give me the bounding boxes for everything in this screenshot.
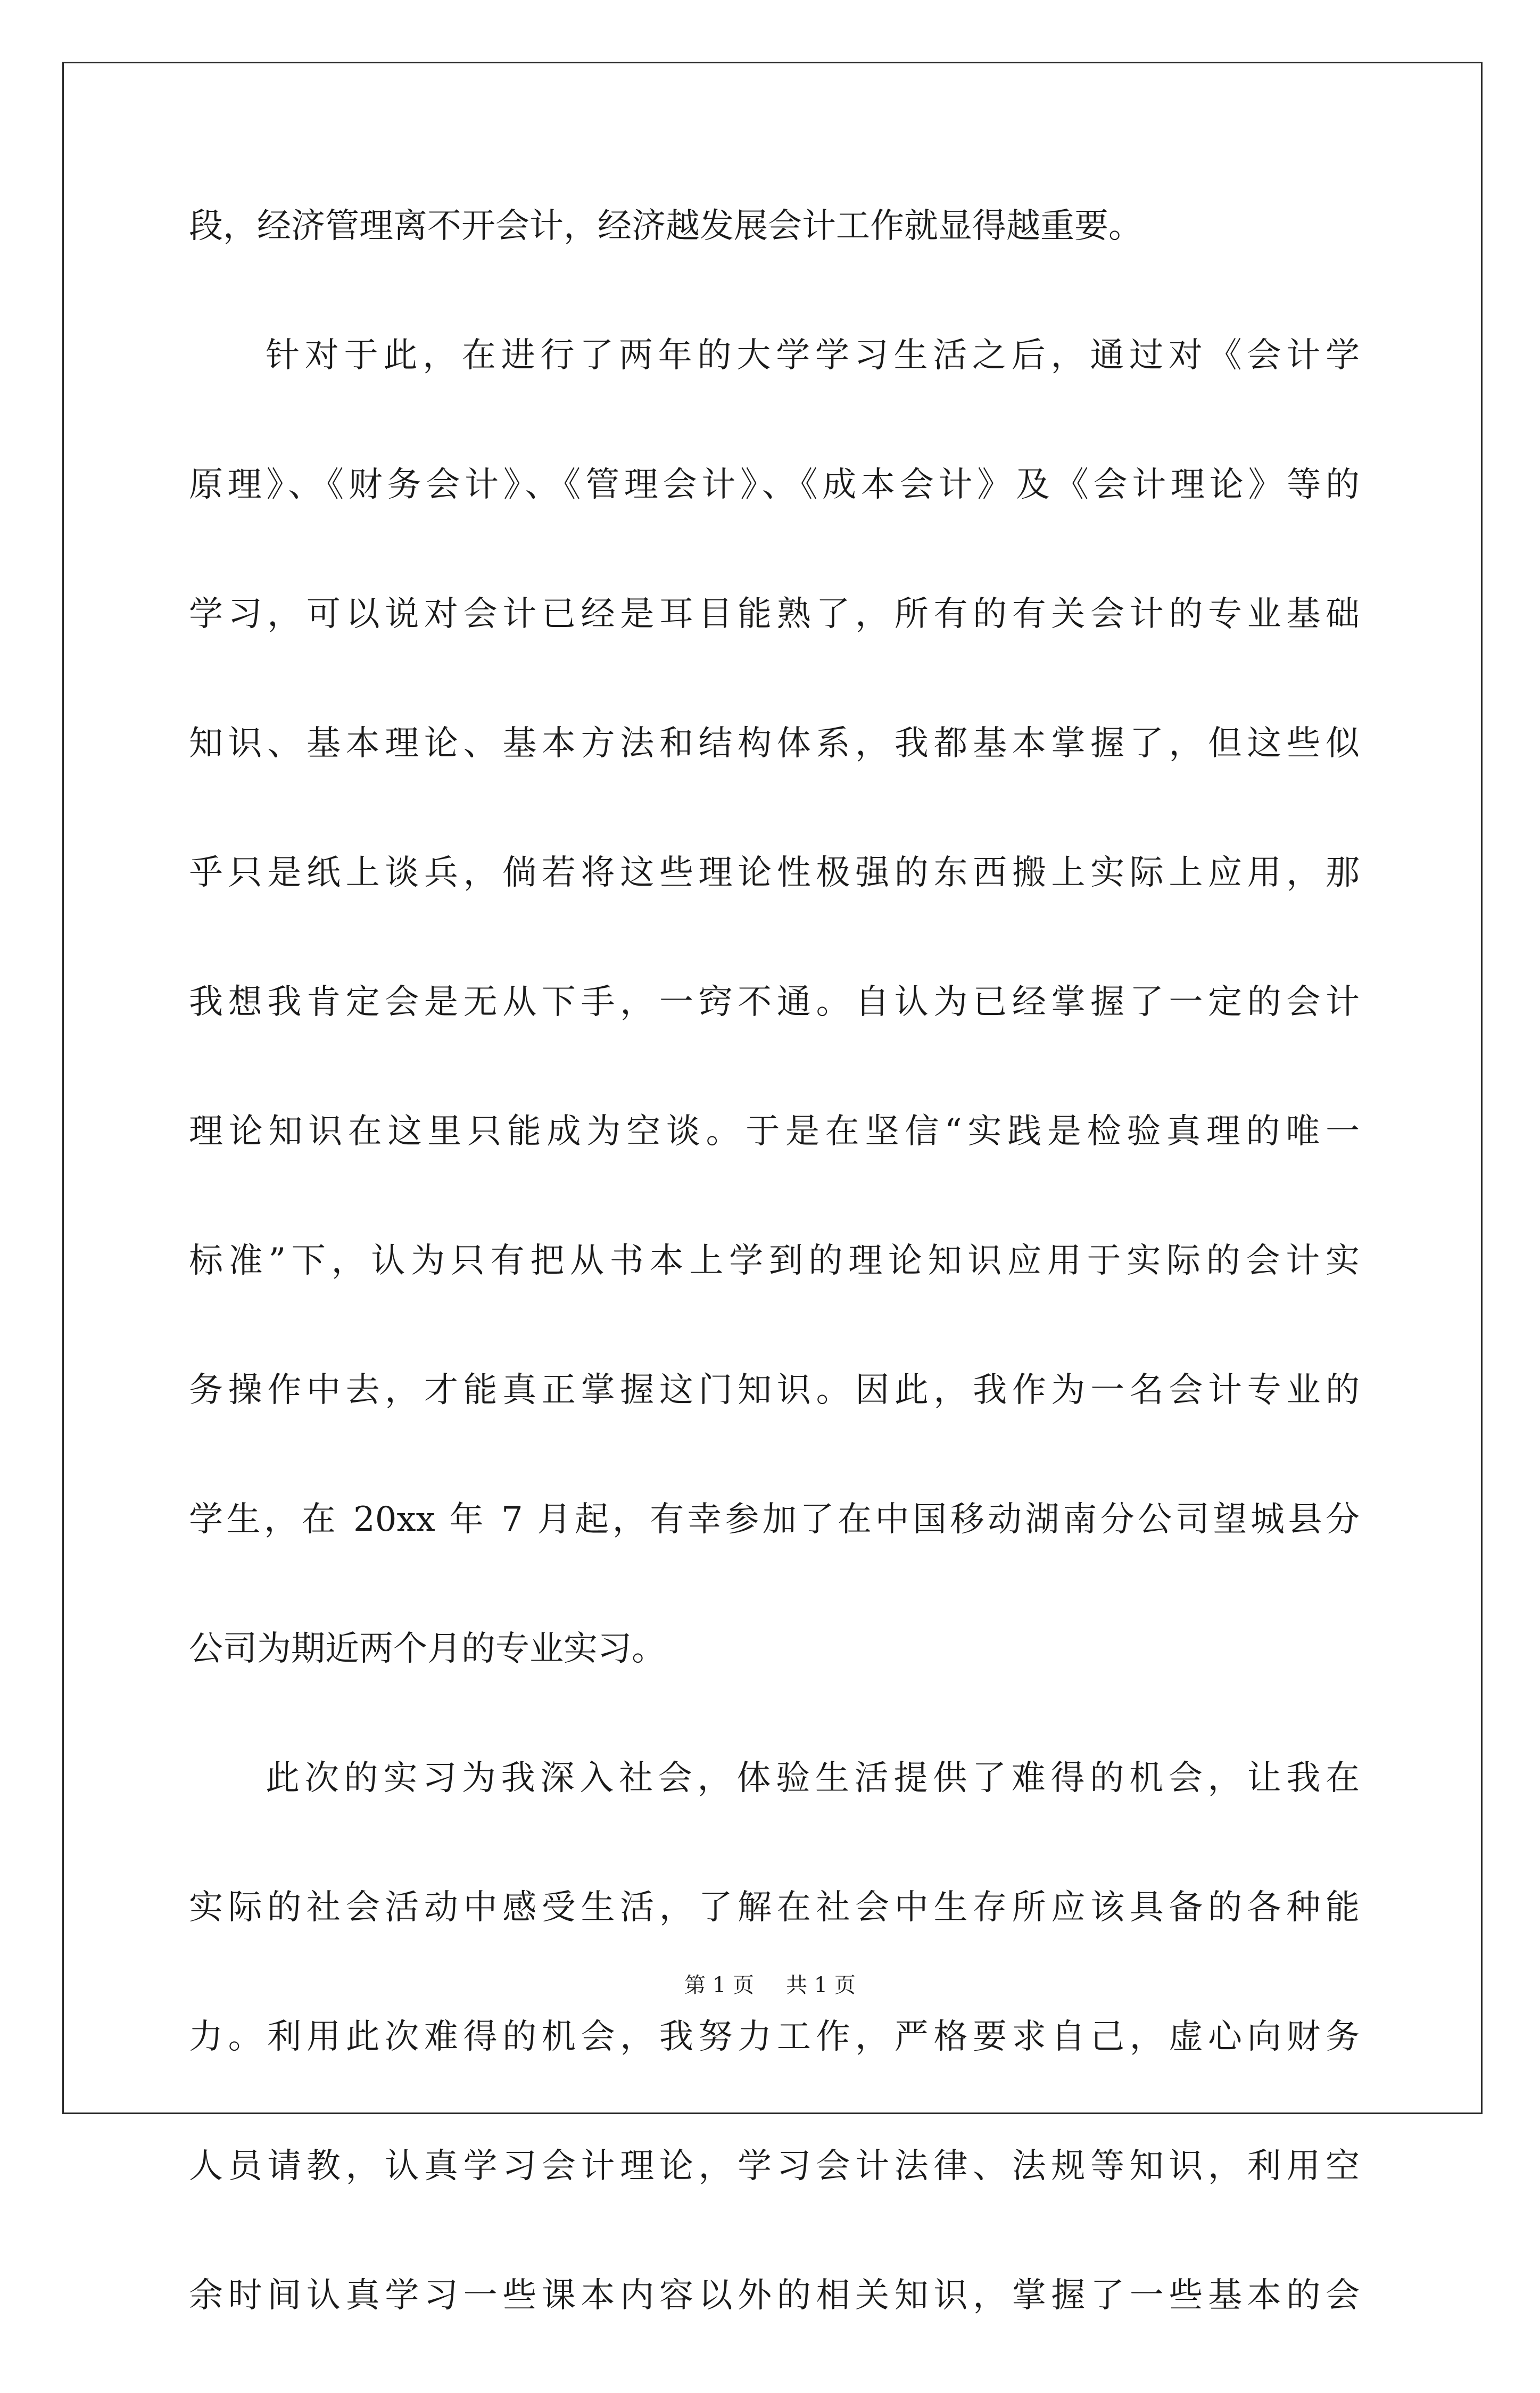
text-line: 公司为期近两个月的专业实习。 [189,1629,666,1669]
text-line: 余时间认真学习一些课本内容以外的相关知识，掌握了一些基本的会 [189,2276,1360,2315]
text-line: 力。利用此次难得的机会，我努力工作，严格要求自己，虚心向财务 [189,2017,1360,2057]
text-line: 标准”下，认为只有把从书本上学到的理论知识应用于实际的会计实 [189,1241,1360,1281]
text-line: 我想我肯定会是无从下手，一窍不通。自认为已经掌握了一定的会计 [189,983,1360,1022]
document-body [189,194,1360,2393]
page-number-current: 第 1 页 [684,1973,754,1998]
text-line: 学习，可以说对会计已经是耳目能熟了，所有的有关会计的专业基础 [189,595,1360,634]
text-line: 知识、基本理论、基本方法和结构体系，我都基本掌握了，但这些似 [189,724,1360,763]
text-line: 务操作中去，才能真正掌握这门知识。因此，我作为一名会计专业的 [189,1371,1360,1410]
text-line: 理论知识在这里只能成为空谈。于是在坚信“实践是检验真理的唯一 [189,1112,1360,1151]
text-line: 原理》、《财务会计》、《管理会计》、《成本会计》及《会计理论》等的 [189,465,1360,505]
page-footer [0,1969,1540,2001]
text-line: 段，经济管理离不开会计，经济越发展会计工作就显得越重要。 [189,207,1142,246]
text-line: 学生，在 20xx 年 7 月起，有幸参加了在中国移动湖南分公司望城县分 [189,1500,1360,1539]
text-line: 针对于此，在进行了两年的大学学习生活之后，通过对《会计学 [266,336,1360,375]
text-line: 人员请教，认真学习会计理论，学习会计法律、法规等知识，利用空 [189,2147,1360,2186]
text-line: 实际的社会活动中感受生活，了解在社会中生存所应该具备的各种能 [189,1888,1360,1927]
page-number-total: 共 1 页 [786,1973,856,1998]
text-line: 乎只是纸上谈兵，倘若将这些理论性极强的东西搬上实际上应用，那 [189,853,1360,893]
text-line: 此次的实习为我深入社会，体验生活提供了难得的机会，让我在 [266,1759,1360,1798]
